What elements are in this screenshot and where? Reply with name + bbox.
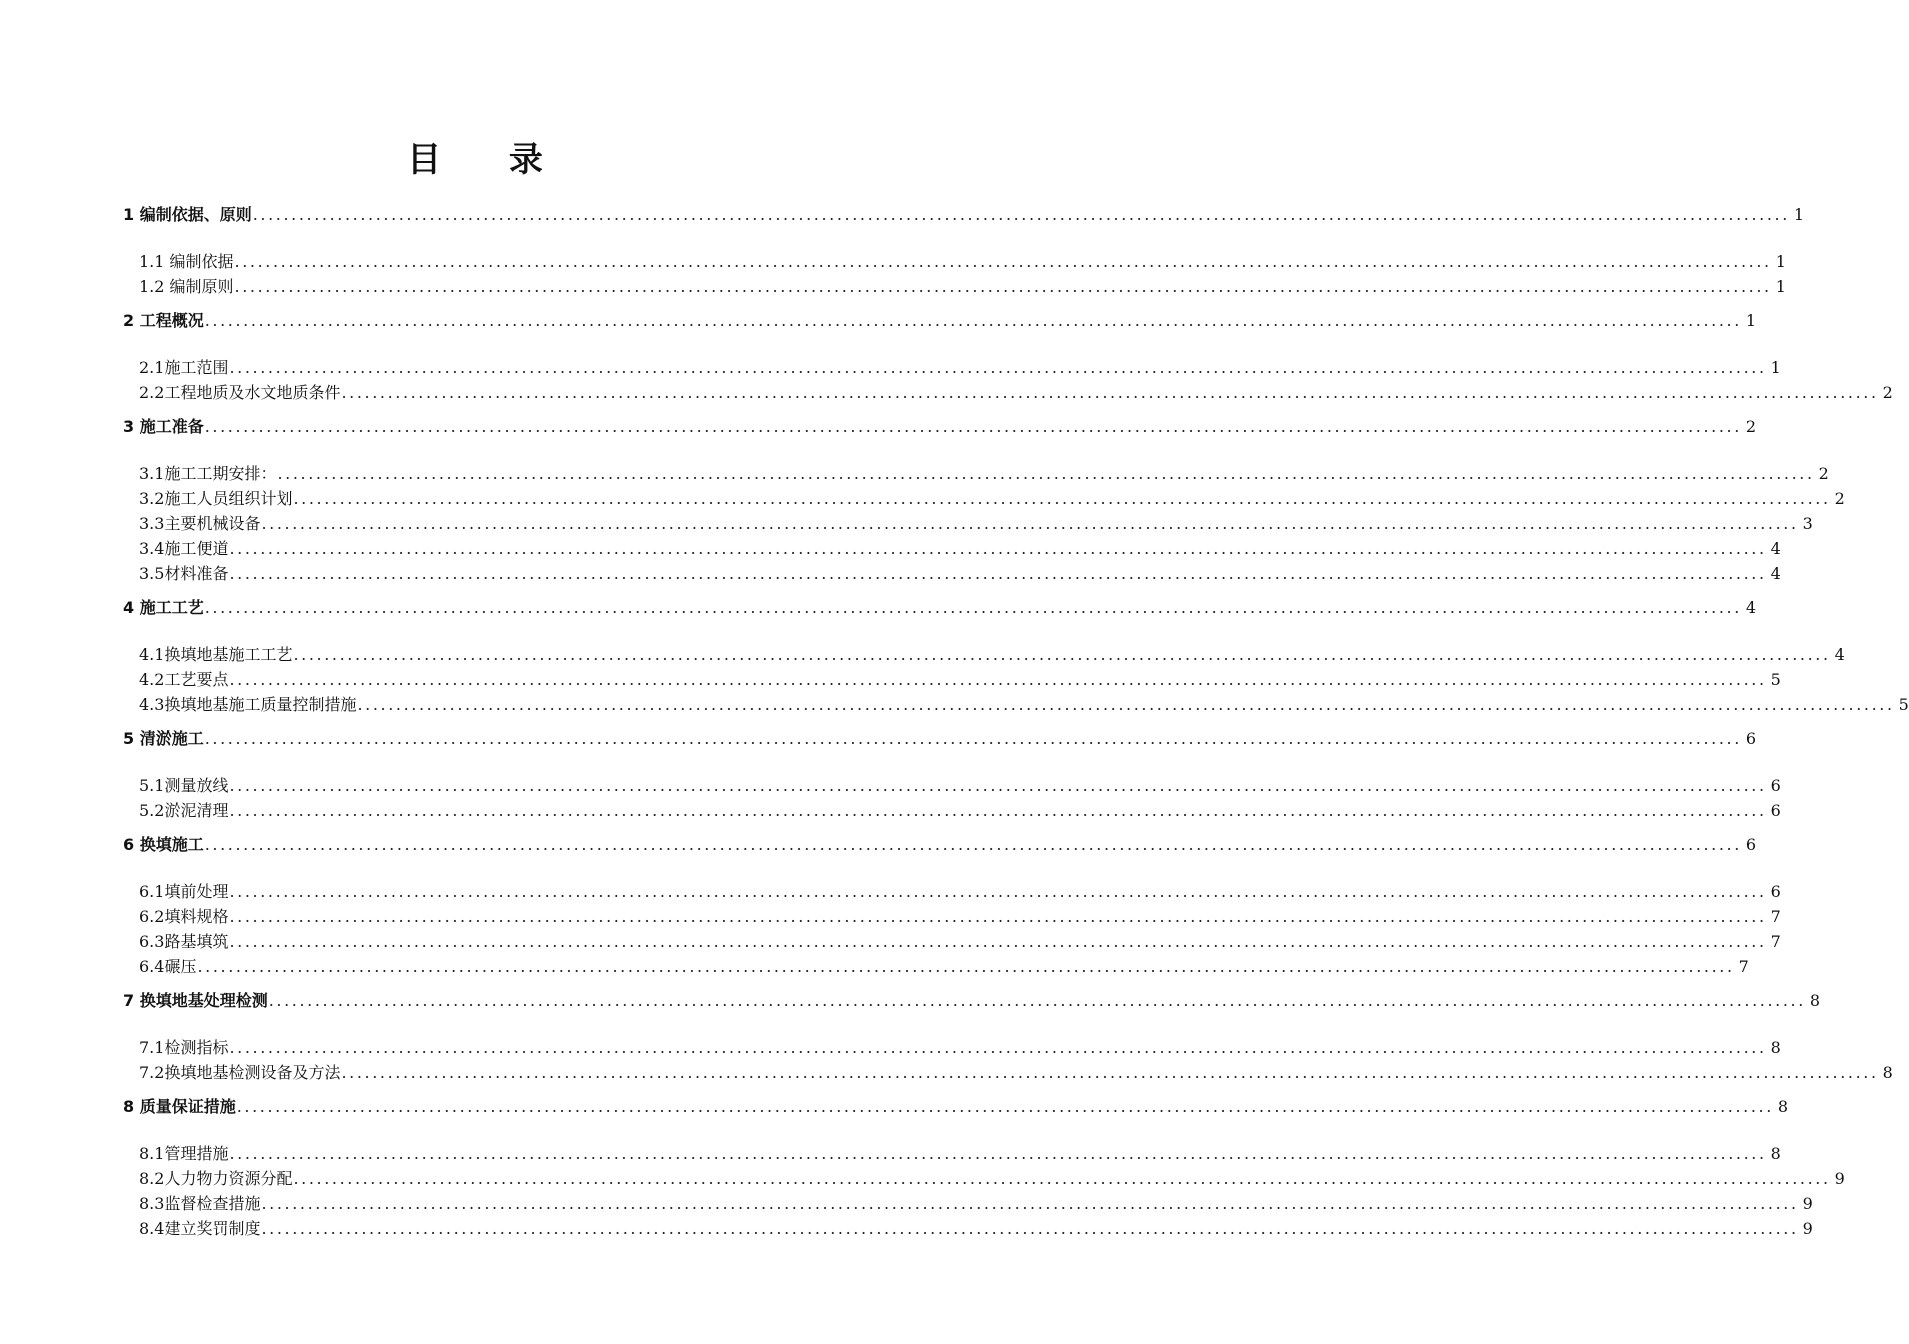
toc-section-entry[interactable] <box>139 512 1813 536</box>
toc-entry-label: 4.1换填地基施工工艺 <box>139 645 293 664</box>
toc-chapter-entry[interactable] <box>123 833 1757 857</box>
toc-dot-leader: ........................................................................................................................................................................................................ <box>293 489 1831 508</box>
toc-section-entry[interactable] <box>139 356 1781 380</box>
toc-page-number: 5 <box>1770 670 1781 689</box>
toc-section-entry[interactable] <box>139 905 1781 929</box>
toc-dot-leader: ........................................................................................................................................................................................................ <box>229 358 1767 377</box>
toc-page-number: 7 <box>1770 907 1781 926</box>
toc-section-entry[interactable] <box>139 1061 1893 1085</box>
toc-entry-label: 4 施工工艺 <box>123 598 204 617</box>
toc-page-number: 4 <box>1745 598 1757 617</box>
toc-section-entry[interactable] <box>139 250 1786 274</box>
toc-page-number: 6 <box>1770 776 1781 795</box>
toc-page-number: 8 <box>1777 1097 1789 1116</box>
toc-dot-leader: ........................................................................................................................................................................................................ <box>236 1097 1774 1116</box>
toc-entry-label: 5 清淤施工 <box>123 729 204 748</box>
toc-section-entry[interactable] <box>139 693 1909 717</box>
toc-chapter-entry[interactable] <box>123 203 1805 227</box>
toc-page-number: 6 <box>1770 801 1781 820</box>
toc-dot-leader: ........................................................................................................................................................................................................ <box>357 695 1895 714</box>
toc-section-entry[interactable] <box>139 562 1781 586</box>
toc-page-number: 2 <box>1818 464 1829 483</box>
toc-entry-label: 6.2填料规格 <box>139 907 229 926</box>
toc-entry-label: 3.2施工人员组织计划 <box>139 489 293 508</box>
toc-dot-leader: ........................................................................................................................................................................................................ <box>229 670 1767 689</box>
toc-dot-leader: ........................................................................................................................................................................................................ <box>277 464 1815 483</box>
toc-dot-leader: ........................................................................................................................................................................................................ <box>293 645 1831 664</box>
toc-dot-leader: ........................................................................................................................................................................................................ <box>229 882 1767 901</box>
toc-page-number: 4 <box>1834 645 1845 664</box>
toc-section-entry[interactable] <box>139 381 1893 405</box>
toc-page-number: 6 <box>1745 729 1757 748</box>
toc-chapter-entry[interactable] <box>123 989 1821 1013</box>
toc-entry-label: 8.1管理措施 <box>139 1144 229 1163</box>
toc-section-entry[interactable] <box>139 799 1781 823</box>
toc-page-number: 2 <box>1745 417 1757 436</box>
toc-entry-label: 1.1 编制依据 <box>139 252 234 271</box>
toc-section-entry[interactable] <box>139 930 1781 954</box>
toc-dot-leader: ........................................................................................................................................................................................................ <box>204 311 1742 330</box>
toc-dot-leader: ........................................................................................................................................................................................................ <box>204 417 1742 436</box>
toc-dot-leader: ........................................................................................................................................................................................................ <box>197 957 1735 976</box>
toc-page-number: 1 <box>1775 277 1786 296</box>
toc-page-number: 3 <box>1802 514 1813 533</box>
toc-page-number: 6 <box>1770 882 1781 901</box>
toc-entry-label: 8.2人力物力资源分配 <box>139 1169 293 1188</box>
toc-page-number: 6 <box>1745 835 1757 854</box>
toc-page-number: 8 <box>1770 1144 1781 1163</box>
toc-dot-leader: ........................................................................................................................................................................................................ <box>268 991 1806 1010</box>
toc-entry-label: 2.2工程地质及水文地质条件 <box>139 383 341 402</box>
toc-page-number: 9 <box>1802 1194 1813 1213</box>
toc-entry-label: 7.2换填地基检测设备及方法 <box>139 1063 341 1082</box>
toc-entry-label: 6.4碾压 <box>139 957 197 976</box>
toc-dot-leader: ........................................................................................................................................................................................................ <box>261 514 1799 533</box>
toc-entry-label: 6.3路基填筑 <box>139 932 229 951</box>
toc-page-number: 4 <box>1770 539 1781 558</box>
toc-page-number: 2 <box>1882 383 1893 402</box>
toc-section-entry[interactable] <box>139 537 1781 561</box>
toc-section-entry[interactable] <box>139 1167 1845 1191</box>
toc-section-entry[interactable] <box>139 487 1845 511</box>
toc-entry-label: 8.3监督检查措施 <box>139 1194 261 1213</box>
toc-chapter-entry[interactable] <box>123 309 1757 333</box>
toc-chapter-entry[interactable] <box>123 415 1757 439</box>
toc-page-number: 1 <box>1775 252 1786 271</box>
toc-page-number: 7 <box>1770 932 1781 951</box>
toc-dot-leader: ........................................................................................................................................................................................................ <box>252 205 1790 224</box>
toc-dot-leader: ........................................................................................................................................................................................................ <box>229 932 1767 951</box>
toc-page-number: 5 <box>1898 695 1909 714</box>
toc-dot-leader: ........................................................................................................................................................................................................ <box>204 835 1742 854</box>
toc-section-entry[interactable] <box>139 955 1749 979</box>
toc-dot-leader: ........................................................................................................................................................................................................ <box>341 1063 1879 1082</box>
toc-page-number: 1 <box>1745 311 1757 330</box>
toc-page-number: 1 <box>1793 205 1805 224</box>
toc-entry-label: 6.1填前处理 <box>139 882 229 901</box>
toc-entry-label: 3.5材料准备 <box>139 564 229 583</box>
toc-entry-label: 5.1测量放线 <box>139 776 229 795</box>
toc-dot-leader: ........................................................................................................................................................................................................ <box>293 1169 1831 1188</box>
toc-section-entry[interactable] <box>139 774 1781 798</box>
toc-dot-leader: ........................................................................................................................................................................................................ <box>341 383 1879 402</box>
toc-page-number: 8 <box>1809 991 1821 1010</box>
toc-entry-label: 5.2淤泥清理 <box>139 801 229 820</box>
toc-dot-leader: ........................................................................................................................................................................................................ <box>229 776 1767 795</box>
toc-page-number: 7 <box>1738 957 1749 976</box>
toc-entry-label: 1 编制依据、原则 <box>123 205 252 224</box>
toc-entry-label: 3.4施工便道 <box>139 539 229 558</box>
toc-dot-leader: ........................................................................................................................................................................................................ <box>229 564 1767 583</box>
toc-dot-leader: ........................................................................................................................................................................................................ <box>261 1219 1799 1238</box>
toc-dot-leader: ........................................................................................................................................................................................................ <box>234 277 1772 296</box>
toc-section-entry[interactable] <box>139 668 1781 692</box>
toc-entry-label: 8 质量保证措施 <box>123 1097 236 1116</box>
toc-entry-label: 6 换填施工 <box>123 835 204 854</box>
toc-dot-leader: ........................................................................................................................................................................................................ <box>204 598 1742 617</box>
toc-section-entry[interactable] <box>139 1192 1813 1216</box>
page-title: 目 录 <box>407 140 571 180</box>
toc-entry-label: 2.1施工范围 <box>139 358 229 377</box>
toc-chapter-entry[interactable] <box>123 1095 1789 1119</box>
toc-dot-leader: ........................................................................................................................................................................................................ <box>261 1194 1799 1213</box>
toc-entry-label: 7.1检测指标 <box>139 1038 229 1057</box>
toc-entry-label: 8.4建立奖罚制度 <box>139 1219 261 1238</box>
toc-entry-label: 2 工程概况 <box>123 311 204 330</box>
toc-entry-label: 7 换填地基处理检测 <box>123 991 268 1010</box>
toc-section-entry[interactable] <box>139 1036 1781 1060</box>
toc-section-entry[interactable] <box>139 1217 1813 1241</box>
toc-entry-label: 4.2工艺要点 <box>139 670 229 689</box>
toc-page-number: 8 <box>1882 1063 1893 1082</box>
toc-dot-leader: ........................................................................................................................................................................................................ <box>229 539 1767 558</box>
toc-entry-label: 3.3主要机械设备 <box>139 514 261 533</box>
toc-page-number: 2 <box>1834 489 1845 508</box>
toc-dot-leader: ........................................................................................................................................................................................................ <box>229 1144 1767 1163</box>
toc-section-entry[interactable] <box>139 643 1845 667</box>
toc-dot-leader: ........................................................................................................................................................................................................ <box>234 252 1772 271</box>
toc-page-number: 1 <box>1770 358 1781 377</box>
toc-entry-label: 3 施工准备 <box>123 417 204 436</box>
toc-section-entry[interactable] <box>139 462 1829 486</box>
toc-dot-leader: ........................................................................................................................................................................................................ <box>229 801 1767 820</box>
toc-dot-leader: ........................................................................................................................................................................................................ <box>204 729 1742 748</box>
toc-section-entry[interactable] <box>139 1142 1781 1166</box>
toc-chapter-entry[interactable] <box>123 727 1757 751</box>
toc-entry-label: 4.3换填地基施工质量控制措施 <box>139 695 357 714</box>
toc-page-number: 9 <box>1802 1219 1813 1238</box>
toc-entry-label: 3.1施工工期安排： <box>139 464 277 483</box>
toc-section-entry[interactable] <box>139 275 1786 299</box>
toc-page-number: 4 <box>1770 564 1781 583</box>
toc-page-number: 8 <box>1770 1038 1781 1057</box>
toc-dot-leader: ........................................................................................................................................................................................................ <box>229 907 1767 926</box>
toc-entry-label: 1.2 编制原则 <box>139 277 234 296</box>
toc-chapter-entry[interactable] <box>123 596 1757 620</box>
toc-section-entry[interactable] <box>139 880 1781 904</box>
toc-dot-leader: ........................................................................................................................................................................................................ <box>229 1038 1767 1057</box>
toc-page-number: 9 <box>1834 1169 1845 1188</box>
